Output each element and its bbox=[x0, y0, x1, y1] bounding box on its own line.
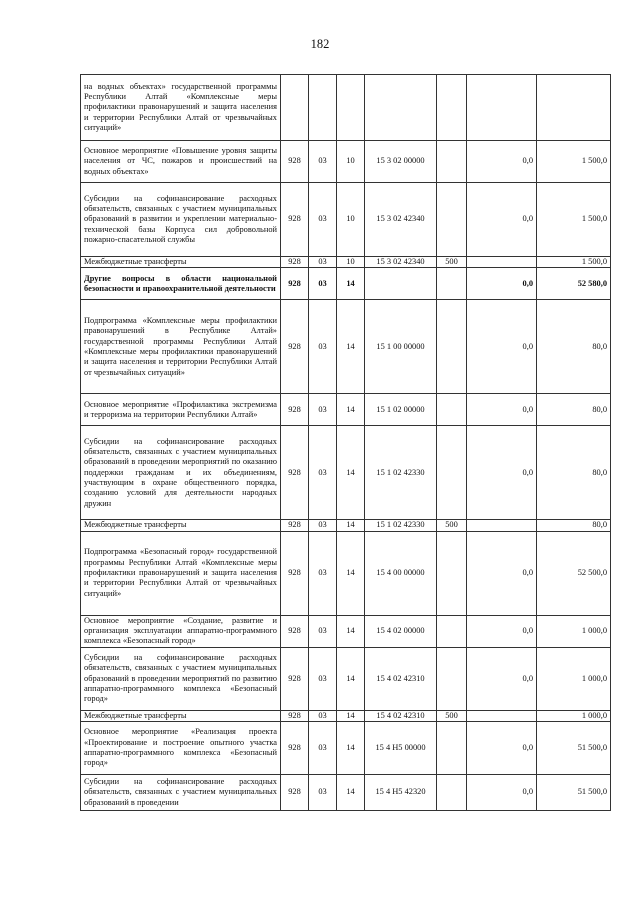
row-rz: 03 bbox=[309, 647, 337, 710]
table-row bbox=[81, 710, 611, 721]
row-sum-1: 0,0 bbox=[467, 183, 537, 257]
row-sum-1 bbox=[467, 75, 537, 141]
row-sum-2: 51 500,0 bbox=[537, 775, 611, 811]
row-sum-1: 0,0 bbox=[467, 775, 537, 811]
row-vr bbox=[437, 183, 467, 257]
row-pr: 10 bbox=[337, 257, 365, 268]
row-sum-1 bbox=[467, 520, 537, 531]
row-pr: 10 bbox=[337, 183, 365, 257]
row-vr bbox=[437, 141, 467, 183]
row-sum-1: 0,0 bbox=[467, 615, 537, 647]
row-name: Подпрограмма «Безопасный город» государственной программы Республики Алтай «Комплексные меры профилактики правонарушений и защита населения и территории Республики Алтай от чрезвычайных ситуаций» bbox=[81, 531, 281, 615]
row-csr: 15 3 02 42340 bbox=[365, 257, 437, 268]
row-vr: 500 bbox=[437, 520, 467, 531]
row-csr: 15 4 Н5 00000 bbox=[365, 722, 437, 775]
row-vr bbox=[437, 722, 467, 775]
table-body bbox=[81, 75, 611, 811]
row-gr: 928 bbox=[281, 257, 309, 268]
row-name: Другие вопросы в области национальной безопасности и правоохранительной деятельности bbox=[81, 268, 281, 300]
row-csr: 15 1 02 42330 bbox=[365, 520, 437, 531]
row-pr: 14 bbox=[337, 615, 365, 647]
row-pr: 14 bbox=[337, 531, 365, 615]
row-rz: 03 bbox=[309, 300, 337, 394]
row-vr: 500 bbox=[437, 257, 467, 268]
page-number: 182 bbox=[310, 37, 330, 51]
row-gr: 928 bbox=[281, 300, 309, 394]
row-pr bbox=[337, 75, 365, 141]
table-row bbox=[81, 615, 611, 647]
row-sum-1: 0,0 bbox=[467, 647, 537, 710]
table-row bbox=[81, 722, 611, 775]
row-sum-2: 80,0 bbox=[537, 300, 611, 394]
row-name: Межбюджетные трансферты bbox=[81, 520, 281, 531]
table-row bbox=[81, 531, 611, 615]
table-row bbox=[81, 183, 611, 257]
row-gr: 928 bbox=[281, 183, 309, 257]
row-pr: 14 bbox=[337, 426, 365, 520]
row-pr: 14 bbox=[337, 300, 365, 394]
row-sum-1: 0,0 bbox=[467, 141, 537, 183]
row-csr: 15 4 02 42310 bbox=[365, 710, 437, 721]
row-gr: 928 bbox=[281, 520, 309, 531]
row-sum-2: 1 000,0 bbox=[537, 615, 611, 647]
row-sum-2: 1 500,0 bbox=[537, 141, 611, 183]
row-sum-1: 0,0 bbox=[467, 722, 537, 775]
row-name: Основное мероприятие «Создание, развитие и организация эксплуатации аппаратно-программного комплекса «Безопасный город» bbox=[81, 615, 281, 647]
row-rz: 03 bbox=[309, 615, 337, 647]
row-rz: 03 bbox=[309, 257, 337, 268]
row-gr bbox=[281, 75, 309, 141]
row-sum-2: 80,0 bbox=[537, 520, 611, 531]
row-pr: 14 bbox=[337, 268, 365, 300]
row-sum-2: 52 500,0 bbox=[537, 531, 611, 615]
row-gr: 928 bbox=[281, 394, 309, 426]
row-vr: 500 bbox=[437, 710, 467, 721]
table-row bbox=[81, 75, 611, 141]
row-rz: 03 bbox=[309, 520, 337, 531]
row-gr: 928 bbox=[281, 141, 309, 183]
table-row bbox=[81, 257, 611, 268]
row-sum-2: 80,0 bbox=[537, 426, 611, 520]
row-name: Субсидии на софинансирование расходных обязательств, связанных с участием муниципальных образований в проведении мероприятий по развитию аппаратно-программного комплекса «Безопасный город» bbox=[81, 647, 281, 710]
row-rz: 03 bbox=[309, 141, 337, 183]
row-vr bbox=[437, 268, 467, 300]
row-rz bbox=[309, 75, 337, 141]
row-pr: 10 bbox=[337, 141, 365, 183]
row-pr: 14 bbox=[337, 520, 365, 531]
row-name: Субсидии на софинансирование расходных обязательств, связанных с участием муниципальных образований в развитии и укреплении материально-технической базы Корпуса сил добровольной пожарно-спасательной службы bbox=[81, 183, 281, 257]
row-sum-1: 0,0 bbox=[467, 531, 537, 615]
row-name: Межбюджетные трансферты bbox=[81, 257, 281, 268]
row-gr: 928 bbox=[281, 775, 309, 811]
row-name: Межбюджетные трансферты bbox=[81, 710, 281, 721]
row-name: Основное мероприятие «Реализация проекта «Проектирование и построение опытного участка аппаратно-программного комплекса «Безопасный город» bbox=[81, 722, 281, 775]
row-sum-2: 1 000,0 bbox=[537, 647, 611, 710]
table-row bbox=[81, 520, 611, 531]
row-gr: 928 bbox=[281, 531, 309, 615]
row-sum-2: 1 500,0 bbox=[537, 257, 611, 268]
row-csr: 15 4 Н5 42320 bbox=[365, 775, 437, 811]
row-name: Основное мероприятие «Повышение уровня защиты населения от ЧС, пожаров и происшествий на водных объектах» bbox=[81, 141, 281, 183]
row-gr: 928 bbox=[281, 426, 309, 520]
row-sum-1: 0,0 bbox=[467, 300, 537, 394]
row-vr bbox=[437, 300, 467, 394]
table-row bbox=[81, 647, 611, 710]
row-sum-2: 80,0 bbox=[537, 394, 611, 426]
row-pr: 14 bbox=[337, 710, 365, 721]
row-gr: 928 bbox=[281, 615, 309, 647]
row-sum-2: 1 500,0 bbox=[537, 183, 611, 257]
row-gr: 928 bbox=[281, 710, 309, 721]
row-csr: 15 1 00 00000 bbox=[365, 300, 437, 394]
row-name: Субсидии на софинансирование расходных обязательств, связанных с участием муниципальных образований в проведении мероприятий по оказанию поддержки гражданам и их объединениям, участвующим в охране общественного порядка, созданию условий для деятельности народных дружин bbox=[81, 426, 281, 520]
row-csr: 15 1 02 00000 bbox=[365, 394, 437, 426]
row-name: Субсидии на софинансирование расходных обязательств, связанных с участием муниципальных образований в проведении bbox=[81, 775, 281, 811]
row-vr bbox=[437, 426, 467, 520]
table-row bbox=[81, 300, 611, 394]
row-rz: 03 bbox=[309, 710, 337, 721]
table-row bbox=[81, 775, 611, 811]
row-rz: 03 bbox=[309, 394, 337, 426]
row-csr: 15 4 02 00000 bbox=[365, 615, 437, 647]
row-csr: 15 3 02 00000 bbox=[365, 141, 437, 183]
row-pr: 14 bbox=[337, 722, 365, 775]
row-rz: 03 bbox=[309, 268, 337, 300]
row-vr bbox=[437, 615, 467, 647]
budget-table bbox=[80, 74, 611, 811]
row-csr: 15 4 00 00000 bbox=[365, 531, 437, 615]
row-name: Подпрограмма «Комплексные меры профилактики правонарушений в Республике Алтай» государственной программы Республики Алтай «Комплексные меры профилактики правонарушений и защита населения и территории Республики Алтай от чрезвычайных ситуаций» bbox=[81, 300, 281, 394]
row-rz: 03 bbox=[309, 531, 337, 615]
row-vr bbox=[437, 75, 467, 141]
row-sum-1: 0,0 bbox=[467, 394, 537, 426]
row-name: Основное мероприятие «Профилактика экстремизма и терроризма на территории Республики Алтай» bbox=[81, 394, 281, 426]
row-sum-1: 0,0 bbox=[467, 426, 537, 520]
row-csr: 15 1 02 42330 bbox=[365, 426, 437, 520]
row-sum-1: 0,0 bbox=[467, 268, 537, 300]
row-sum-2: 51 500,0 bbox=[537, 722, 611, 775]
row-vr bbox=[437, 775, 467, 811]
row-pr: 14 bbox=[337, 775, 365, 811]
row-sum-2: 52 580,0 bbox=[537, 268, 611, 300]
row-vr bbox=[437, 394, 467, 426]
row-gr: 928 bbox=[281, 647, 309, 710]
row-sum-1 bbox=[467, 710, 537, 721]
row-rz: 03 bbox=[309, 722, 337, 775]
row-rz: 03 bbox=[309, 183, 337, 257]
row-rz: 03 bbox=[309, 426, 337, 520]
row-rz: 03 bbox=[309, 775, 337, 811]
row-sum-1 bbox=[467, 257, 537, 268]
row-csr bbox=[365, 75, 437, 141]
row-pr: 14 bbox=[337, 394, 365, 426]
row-csr: 15 3 02 42340 bbox=[365, 183, 437, 257]
table-row bbox=[81, 394, 611, 426]
row-sum-2: 1 000,0 bbox=[537, 710, 611, 721]
row-pr: 14 bbox=[337, 647, 365, 710]
row-name: на водных объектах» государственной программы Республики Алтай «Комплексные меры профилактики правонарушений и защита населения и территории Республики Алтай от чрезвычайных ситуаций» bbox=[81, 75, 281, 141]
row-vr bbox=[437, 531, 467, 615]
table-row bbox=[81, 268, 611, 300]
row-csr: 15 4 02 42310 bbox=[365, 647, 437, 710]
table-row bbox=[81, 426, 611, 520]
row-vr bbox=[437, 647, 467, 710]
row-csr bbox=[365, 268, 437, 300]
table-row bbox=[81, 141, 611, 183]
row-sum-2 bbox=[537, 75, 611, 141]
row-gr: 928 bbox=[281, 722, 309, 775]
row-gr: 928 bbox=[281, 268, 309, 300]
